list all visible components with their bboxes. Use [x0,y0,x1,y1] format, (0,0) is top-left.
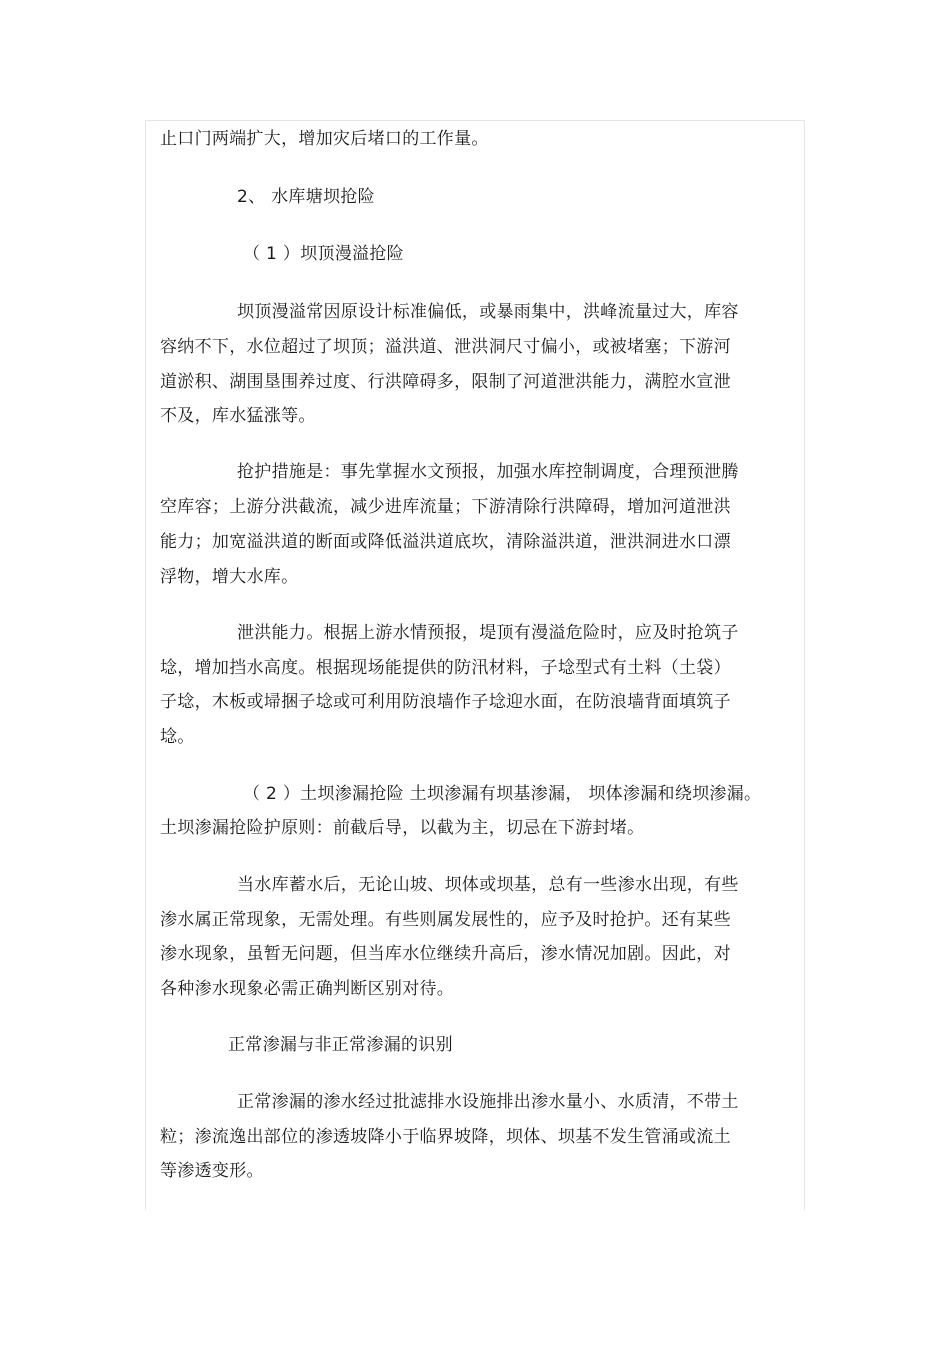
text-line: 容纳不下，水位超过了坝顶；溢洪道、泄洪洞尺寸偏小，或被堵塞；下游河 [160,337,731,357]
text-line: 空库容；上游分洪截流，减少进库流量；下游清除行洪障碍，增加河道泄洪 [160,497,731,517]
text-line: 子埝，木板或埽捆子埝或可利用防浪墙作子埝迎水面，在防浪墙背面填筑子 [160,692,731,712]
section-heading: 2、 水库塘坝抢险 [237,187,375,207]
text-line: 道淤积、湖围垦围养过度、行洪障碍多，限制了河道泄洪能力，满腔水宣泄 [160,372,731,392]
text-line: 粒；渗流逸出部位的渗透坡降小于临界坡降，坝体、坝基不发生管涌或流土 [160,1127,731,1147]
text-line: 不及，库水猛涨等。 [160,406,316,426]
text-line: 抢护措施是：事先掌握水文预报，加强水库控制调度，合理预泄腾 [237,462,739,482]
text-line: 等渗透变形。 [160,1161,264,1181]
text-line: 能力；加宽溢洪道的断面或降低溢洪道底坎，清除溢洪道，泄洪洞进水口漂 [160,532,731,552]
paragraph-heading: 正常渗漏与非正常渗漏的识别 [228,1035,453,1055]
subsection-heading: （ 2 ）土坝渗漏抢险 土坝渗漏有坝基渗漏， 坝体渗漏和绕坝渗漏。 [243,784,762,804]
subsection-heading: （ 1 ）坝顶漫溢抢险 [243,244,404,264]
text-line: 坝顶漫溢常因原设计标准偏低，或暴雨集中，洪峰流量过大，库容 [237,302,739,322]
text-line: 泄洪能力。根据上游水情预报，堤顶有漫溢危险时，应及时抢筑子 [237,623,739,643]
text-line: 浮物，增大水库。 [160,567,299,587]
text-line: 埝。 [160,727,195,747]
text-line: 土坝渗漏抢险护原则：前截后导，以截为主，切忌在下游封堵。 [160,818,645,838]
text-line: 渗水现象，虽暂无问题，但当库水位继续升高后，渗水情况加剧。因此，对 [160,944,731,964]
text-line: 正常渗漏的渗水经过批滤排水设施排出渗水量小、水质清，不带土 [237,1092,739,1112]
text-line: 止口门两端扩大，增加灾后堵口的工作量。 [160,129,489,149]
text-line: 埝，增加挡水高度。根据现场能提供的防汛材料，子埝型式有土料（土袋） [160,658,731,678]
text-line: 渗水属正常现象，无需处理。有些则属发展性的，应予及时抢护。还有某些 [160,910,731,930]
text-line: 当水库蓄水后，无论山坡、坝体或坝基，总有一些渗水出现，有些 [237,875,739,895]
text-line: 各种渗水现象必需正确判断区别对待。 [160,979,455,999]
